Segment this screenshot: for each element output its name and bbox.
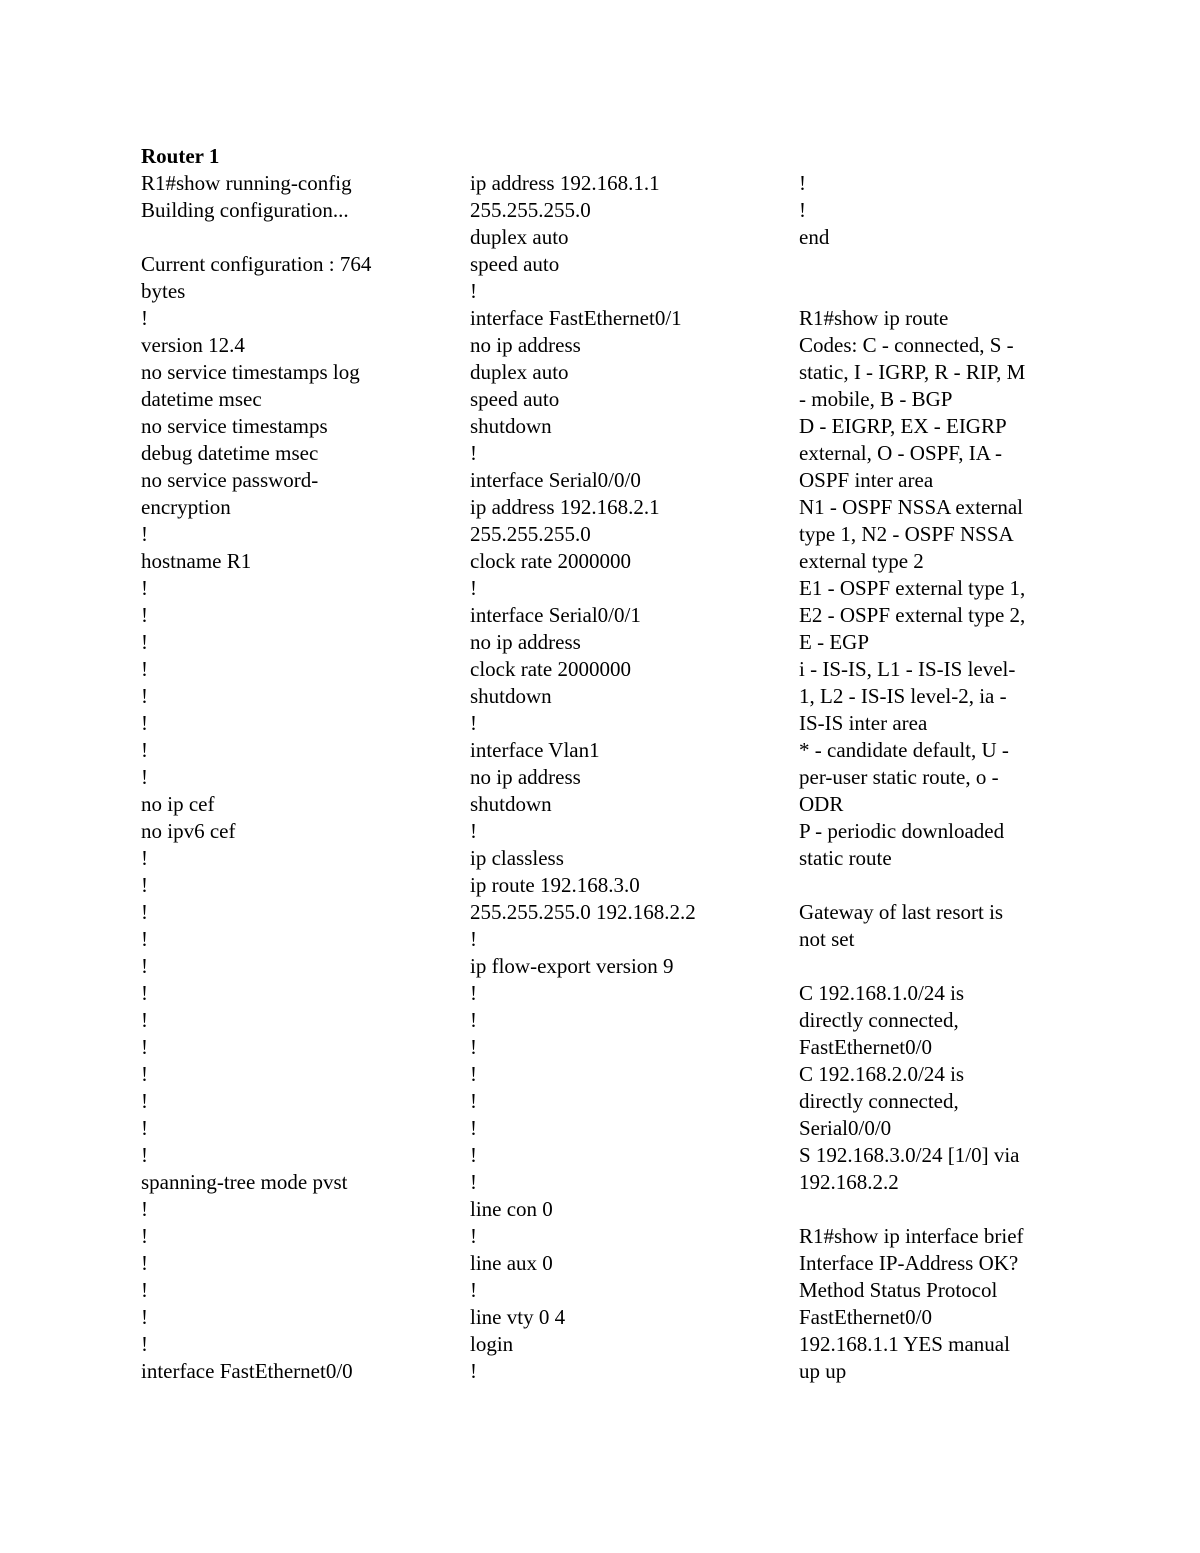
text-line: Building configuration... bbox=[141, 198, 349, 222]
text-line: D - EIGRP, EX - EIGRP bbox=[799, 414, 1007, 438]
text-line: interface Serial0/0/0 bbox=[470, 468, 641, 492]
text-line: line vty 0 4 bbox=[470, 1305, 566, 1329]
text-line: ! bbox=[799, 171, 806, 195]
text-line: ! bbox=[141, 684, 148, 708]
text-line: i - IS-IS, L1 - IS-IS level- bbox=[799, 657, 1016, 681]
text-line: static, I - IGRP, R - RIP, M bbox=[799, 360, 1026, 384]
text-line: ! bbox=[141, 306, 148, 330]
text-line: C 192.168.1.0/24 is bbox=[799, 981, 965, 1005]
text-line bbox=[141, 224, 441, 251]
text-line: ! bbox=[141, 873, 148, 897]
text-line: ! bbox=[470, 1359, 477, 1383]
text-line: type 1, N2 - OSPF NSSA bbox=[799, 522, 1014, 546]
text-line: external, O - OSPF, IA - bbox=[799, 441, 1003, 465]
text-line: ! bbox=[470, 1224, 477, 1248]
text-line: encryption bbox=[141, 495, 231, 519]
text-line: no ip address bbox=[470, 630, 581, 654]
text-line: 255.255.255.0 192.168.2.2 bbox=[470, 900, 696, 924]
text-line: ! bbox=[141, 954, 148, 978]
text-line: ! bbox=[141, 657, 148, 681]
text-line: debug datetime msec bbox=[141, 441, 319, 465]
text-line: Interface IP-Address OK? bbox=[799, 1251, 1019, 1275]
text-line bbox=[799, 278, 1099, 305]
text-line: spanning-tree mode pvst bbox=[141, 1170, 348, 1194]
text-line: 255.255.255.0 bbox=[470, 198, 591, 222]
text-line: Gateway of last resort is bbox=[799, 900, 1004, 924]
text-line: ! bbox=[470, 1089, 477, 1113]
text-line: 1, L2 - IS-IS level-2, ia - bbox=[799, 684, 1007, 708]
text-line: ! bbox=[141, 1116, 148, 1140]
text-line: speed auto bbox=[470, 252, 560, 276]
text-line: Codes: C - connected, S - bbox=[799, 333, 1014, 357]
text-line: no service password- bbox=[141, 468, 319, 492]
text-line: ! bbox=[470, 1170, 477, 1194]
text-line bbox=[799, 953, 1099, 980]
text-line: ! bbox=[141, 1332, 148, 1356]
text-line: ! bbox=[141, 1251, 148, 1275]
text-line: duplex auto bbox=[470, 225, 569, 249]
text-line: no ipv6 cef bbox=[141, 819, 236, 843]
text-line: interface FastEthernet0/1 bbox=[470, 306, 682, 330]
text-line: ! bbox=[470, 981, 477, 1005]
text-line bbox=[799, 1196, 1099, 1223]
text-line: ! bbox=[141, 927, 148, 951]
text-line: ! bbox=[141, 846, 148, 870]
text-line: ! bbox=[470, 441, 477, 465]
text-line: end bbox=[799, 225, 830, 249]
text-line: static route bbox=[799, 846, 892, 870]
text-line: N1 - OSPF NSSA external bbox=[799, 495, 1024, 519]
text-line: R1#show ip interface brief bbox=[799, 1224, 1024, 1248]
text-line: P - periodic downloaded bbox=[799, 819, 1005, 843]
text-line bbox=[799, 872, 1099, 899]
text-line: S 192.168.3.0/24 [1/0] via bbox=[799, 1143, 1020, 1167]
text-line: ! bbox=[141, 1062, 148, 1086]
config-column-2 bbox=[470, 170, 770, 1385]
text-line: line con 0 bbox=[470, 1197, 553, 1221]
text-line: FastEthernet0/0 bbox=[799, 1035, 932, 1059]
text-line: not set bbox=[799, 927, 855, 951]
text-line: E2 - OSPF external type 2, bbox=[799, 603, 1026, 627]
text-line: ! bbox=[470, 279, 477, 303]
text-line: up up bbox=[799, 1359, 847, 1383]
text-line: ! bbox=[470, 1062, 477, 1086]
text-line: E1 - OSPF external type 1, bbox=[799, 576, 1026, 600]
text-line: R1#show running-config bbox=[141, 171, 352, 195]
text-line: C 192.168.2.0/24 is bbox=[799, 1062, 965, 1086]
text-line: ! bbox=[141, 522, 148, 546]
text-line: ! bbox=[470, 1278, 477, 1302]
text-line: line aux 0 bbox=[470, 1251, 553, 1275]
text-line: interface FastEthernet0/0 bbox=[141, 1359, 353, 1383]
text-line: ! bbox=[141, 1278, 148, 1302]
text-line: 192.168.1.1 YES manual bbox=[799, 1332, 1010, 1356]
text-line: ! bbox=[470, 576, 477, 600]
text-line: ! bbox=[470, 1008, 477, 1032]
text-line: ! bbox=[141, 630, 148, 654]
page-heading: Router 1 bbox=[141, 144, 220, 168]
text-line: Current configuration : 764 bbox=[141, 252, 372, 276]
text-line: ! bbox=[141, 738, 148, 762]
text-line: per-user static route, o - bbox=[799, 765, 999, 789]
text-line: 255.255.255.0 bbox=[470, 522, 591, 546]
text-line: duplex auto bbox=[470, 360, 569, 384]
config-column-1 bbox=[141, 170, 441, 1385]
text-line: interface Serial0/0/1 bbox=[470, 603, 641, 627]
text-line: Method Status Protocol bbox=[799, 1278, 998, 1302]
text-line: ! bbox=[141, 765, 148, 789]
text-line: no ip address bbox=[470, 765, 581, 789]
text-line: ! bbox=[470, 1035, 477, 1059]
text-line: ! bbox=[141, 603, 148, 627]
text-line: 192.168.2.2 bbox=[799, 1170, 899, 1194]
text-line: ! bbox=[141, 1197, 148, 1221]
text-line: * - candidate default, U - bbox=[799, 738, 1009, 762]
text-line: OSPF inter area bbox=[799, 468, 934, 492]
text-line: no service timestamps log bbox=[141, 360, 360, 384]
text-line: shutdown bbox=[470, 792, 552, 816]
text-line: ! bbox=[470, 1143, 477, 1167]
text-line: clock rate 2000000 bbox=[470, 657, 631, 681]
text-line: ip route 192.168.3.0 bbox=[470, 873, 640, 897]
text-line: ! bbox=[141, 900, 148, 924]
text-line: ! bbox=[799, 198, 806, 222]
text-line: ip classless bbox=[470, 846, 564, 870]
text-line: ip address 192.168.2.1 bbox=[470, 495, 660, 519]
text-line: clock rate 2000000 bbox=[470, 549, 631, 573]
text-line: ! bbox=[470, 927, 477, 951]
text-line: E - EGP bbox=[799, 630, 869, 654]
text-line: shutdown bbox=[470, 414, 552, 438]
text-line: ! bbox=[470, 1116, 477, 1140]
text-line: ! bbox=[141, 1008, 148, 1032]
text-line: ! bbox=[141, 1305, 148, 1329]
text-line: no service timestamps bbox=[141, 414, 328, 438]
text-line: hostname R1 bbox=[141, 549, 252, 573]
text-line: datetime msec bbox=[141, 387, 262, 411]
text-line: directly connected, bbox=[799, 1089, 959, 1113]
text-line: Serial0/0/0 bbox=[799, 1116, 892, 1140]
text-line: ! bbox=[141, 1224, 148, 1248]
text-line: no ip cef bbox=[141, 792, 215, 816]
text-line: - mobile, B - BGP bbox=[799, 387, 953, 411]
text-line: interface Vlan1 bbox=[470, 738, 600, 762]
text-line: external type 2 bbox=[799, 549, 924, 573]
text-line: ! bbox=[141, 1143, 148, 1167]
text-line: R1#show ip route bbox=[799, 306, 949, 330]
text-line: ! bbox=[141, 1035, 148, 1059]
text-line: ! bbox=[141, 981, 148, 1005]
text-line: ! bbox=[470, 819, 477, 843]
text-line: ! bbox=[141, 1089, 148, 1113]
text-line: ip address 192.168.1.1 bbox=[470, 171, 660, 195]
text-line: IS-IS inter area bbox=[799, 711, 928, 735]
text-line: login bbox=[470, 1332, 514, 1356]
text-line: directly connected, bbox=[799, 1008, 959, 1032]
text-line: ! bbox=[141, 711, 148, 735]
text-line: shutdown bbox=[470, 684, 552, 708]
text-line: ODR bbox=[799, 792, 844, 816]
text-line: bytes bbox=[141, 279, 186, 303]
text-line: ! bbox=[141, 576, 148, 600]
text-line: FastEthernet0/0 bbox=[799, 1305, 932, 1329]
text-line: ip flow-export version 9 bbox=[470, 954, 674, 978]
text-line: version 12.4 bbox=[141, 333, 245, 357]
text-line bbox=[799, 251, 1099, 278]
text-line: speed auto bbox=[470, 387, 560, 411]
text-line: no ip address bbox=[470, 333, 581, 357]
route-output-column bbox=[799, 170, 1099, 1385]
text-line: ! bbox=[470, 711, 477, 735]
